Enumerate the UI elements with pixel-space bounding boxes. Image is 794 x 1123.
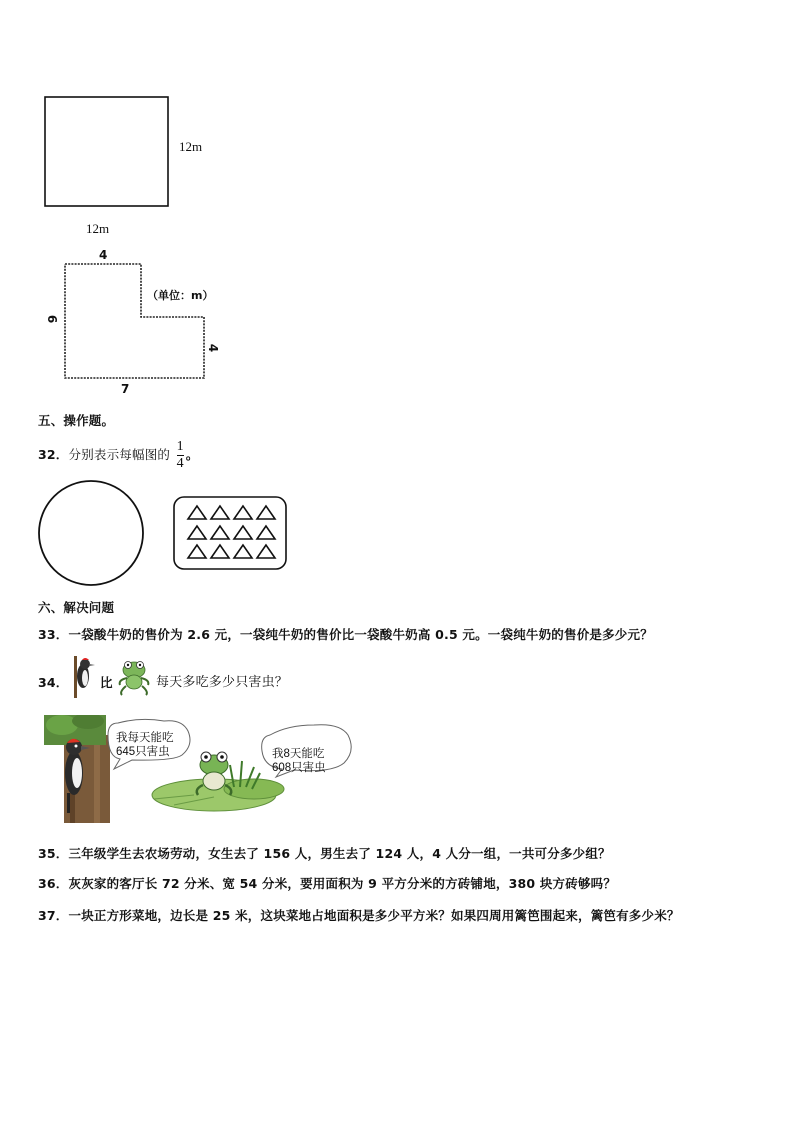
triangle-icon [188, 506, 206, 519]
question-32 [38, 440, 199, 471]
question-36-text: 灰灰家的客厅长 72 分米、宽 54 分米，要用面积为 9 平方分米的方砖铺地，380 块方砖够吗？ [68, 876, 617, 891]
triangle-icon [188, 545, 206, 558]
small-woodpecker-icon [70, 656, 96, 698]
square-side-bottom-label: 12m [86, 221, 110, 236]
question-34-text: 每天多吃多少只害虫？ [156, 675, 289, 690]
triangle-icon [257, 506, 275, 519]
question-35-text: 三年级学生去农场劳动，女生去了 156 人，男生去了 124 人，4 人分一组，一共可分多少组？ [68, 846, 611, 861]
triangle-icon [234, 526, 252, 539]
frog-speech-line-1: 我8天能吃 [272, 748, 325, 760]
triangle-icon [257, 545, 275, 558]
lshape-left-label: 6 [45, 314, 60, 324]
question-33-text: 一袋酸牛奶的售价为 2.6 元，一袋纯牛奶的售价比一袋酸牛奶高 0.5 元。一袋纯牛奶的售价是多少元？ [68, 627, 653, 642]
triangle-icon [188, 526, 206, 539]
question-35 [38, 844, 611, 862]
question-37-text: 一块正方形菜地，边长是 25 米，这块菜地占地面积是多少平方米？如果四周用篱笆围起来，篱笆有多少米？ [68, 908, 680, 923]
question-36 [38, 874, 616, 892]
question-34-number: 34． [38, 675, 69, 690]
triangle-icon [257, 526, 275, 539]
woodpecker-speech-line-1: 我每天能吃 [116, 732, 174, 744]
frog-speech-line-2: 608只害虫 [272, 762, 326, 774]
triangle-icon [211, 545, 229, 558]
q32-shapes [0, 470, 320, 595]
fraction-one-quarter [177, 440, 184, 471]
circle-shape [39, 481, 143, 585]
lshape-bottom-label: 7 [121, 382, 130, 396]
fraction-numerator: 1 [176, 439, 184, 454]
bi-word: 比 [100, 675, 113, 690]
triangle-icon [211, 506, 229, 519]
question-32-end: 。 [185, 447, 199, 462]
question-36-number: 36． [38, 876, 69, 891]
triangle-icon [234, 506, 252, 519]
question-37 [38, 906, 680, 924]
question-33 [38, 625, 653, 643]
section-5-title: 五、操作题。 [38, 413, 115, 428]
question-32-text: 分别表示每幅图的 [68, 447, 171, 462]
square-figure [0, 0, 794, 250]
triangle-icon [234, 545, 252, 558]
square-shape [45, 97, 168, 206]
triangle-grid [188, 506, 275, 558]
small-frog-icon [116, 658, 152, 696]
lshape-outline [65, 264, 204, 378]
lshape-figure [0, 250, 300, 400]
question-35-number: 35． [38, 846, 69, 861]
question-33-number: 33． [38, 627, 69, 642]
question-32-number: 32． [38, 447, 69, 462]
triangle-icon [211, 526, 229, 539]
fraction-denominator: 4 [176, 456, 184, 471]
lshape-unit-label: （单位：m） [147, 289, 214, 302]
lshape-top-label: 4 [99, 248, 108, 262]
square-side-right-label: 12m [179, 139, 203, 154]
question-37-number: 37． [38, 908, 69, 923]
woodpecker-speech-line-2: 645只害虫 [116, 746, 170, 758]
section-6-title: 六、解决问题 [38, 600, 115, 615]
lshape-right-label: 4 [206, 343, 221, 353]
